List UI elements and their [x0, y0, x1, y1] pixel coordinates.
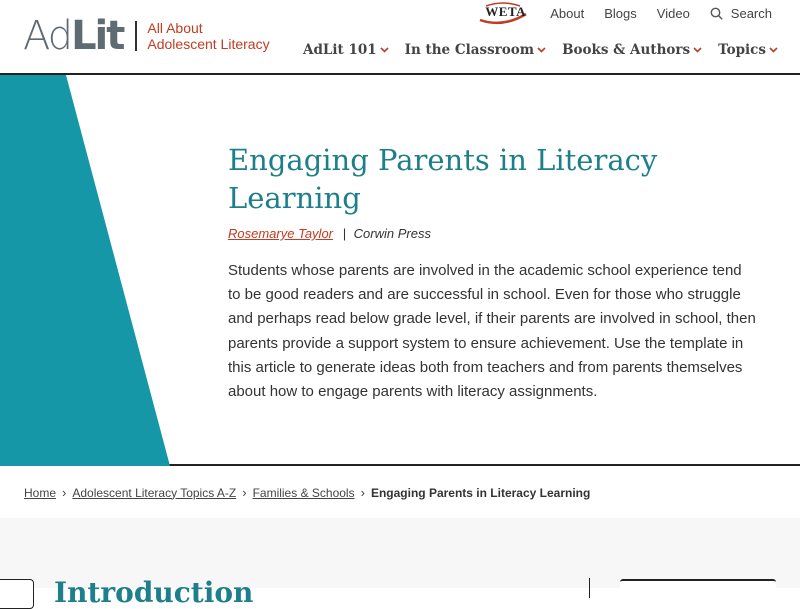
nav-label: AdLit 101 — [303, 42, 377, 58]
chevron-down-icon — [769, 47, 778, 53]
tagline-line-2: Adolescent Literacy — [147, 36, 270, 52]
nav-label: Books & Authors — [562, 42, 691, 58]
page-title: Engaging Parents in Literacy Learning — [228, 143, 658, 215]
breadcrumb-families-schools[interactable]: Families & Schools — [252, 485, 355, 500]
search-label: Search — [730, 5, 772, 21]
chevron-right-icon: › — [62, 485, 67, 500]
nav-topics[interactable] — [718, 42, 778, 58]
nav-adlit-101[interactable] — [303, 42, 389, 58]
article-byline — [228, 226, 431, 241]
breadcrumb — [24, 485, 590, 500]
blogs-link[interactable]: Blogs — [604, 5, 637, 21]
nav-label: Topics — [718, 42, 766, 58]
site-header — [0, 0, 800, 75]
nav-in-the-classroom[interactable] — [405, 42, 546, 58]
chevron-right-icon: › — [360, 485, 365, 500]
author-link[interactable]: Rosemarye Taylor — [228, 226, 334, 241]
sidebar-divider — [589, 578, 590, 598]
tagline-line-1: All About — [147, 20, 203, 36]
breadcrumb-bar — [0, 468, 800, 518]
section-heading-introduction: Introduction — [54, 576, 254, 609]
chevron-right-icon: › — [242, 485, 247, 500]
logo-lit-text: Lit — [71, 13, 124, 59]
logo-tagline — [147, 20, 269, 52]
logo-ad-text: Ad — [23, 13, 72, 59]
adlit-logo[interactable] — [23, 14, 270, 58]
breadcrumb-home[interactable]: Home — [24, 485, 57, 500]
chevron-down-icon — [380, 47, 389, 53]
share-toggle-button[interactable] — [0, 579, 34, 609]
article-hero — [0, 75, 800, 466]
breadcrumb-topics-a-z[interactable]: Adolescent Literacy Topics A-Z — [72, 485, 237, 500]
chevron-down-icon — [693, 47, 702, 53]
nav-books-authors[interactable] — [562, 42, 702, 58]
main-nav — [287, 42, 778, 58]
article-summary: Students whose parents are involved in the academic school experience tend to be good readers and are successful in school. Even for those who struggle and perhaps read below grade level, if their parents are involved in school, then parents provide a support system to ensure achievement. Use the template in this article to generate ideas both from teachers and from parents themselves about how to engage parents with literacy assignments. — [228, 262, 756, 401]
article-body-area — [0, 518, 800, 609]
video-link[interactable]: Video — [656, 5, 690, 21]
weta-logo[interactable] — [476, 2, 530, 24]
breadcrumb-current: Engaging Parents in Literacy Learning — [370, 485, 591, 500]
decorative-teal-shape — [0, 75, 180, 466]
search-button[interactable] — [710, 6, 772, 21]
search-icon — [710, 7, 723, 20]
nav-label: In the Classroom — [404, 42, 535, 58]
byline-separator: | — [342, 226, 347, 241]
about-link[interactable]: About — [550, 5, 585, 21]
publisher-name: Corwin Press — [353, 226, 431, 241]
chevron-down-icon — [537, 47, 546, 53]
sidebar-box — [620, 579, 776, 609]
logo-divider — [135, 21, 137, 51]
weta-text: WETA — [485, 4, 527, 19]
utility-nav — [476, 3, 772, 23]
